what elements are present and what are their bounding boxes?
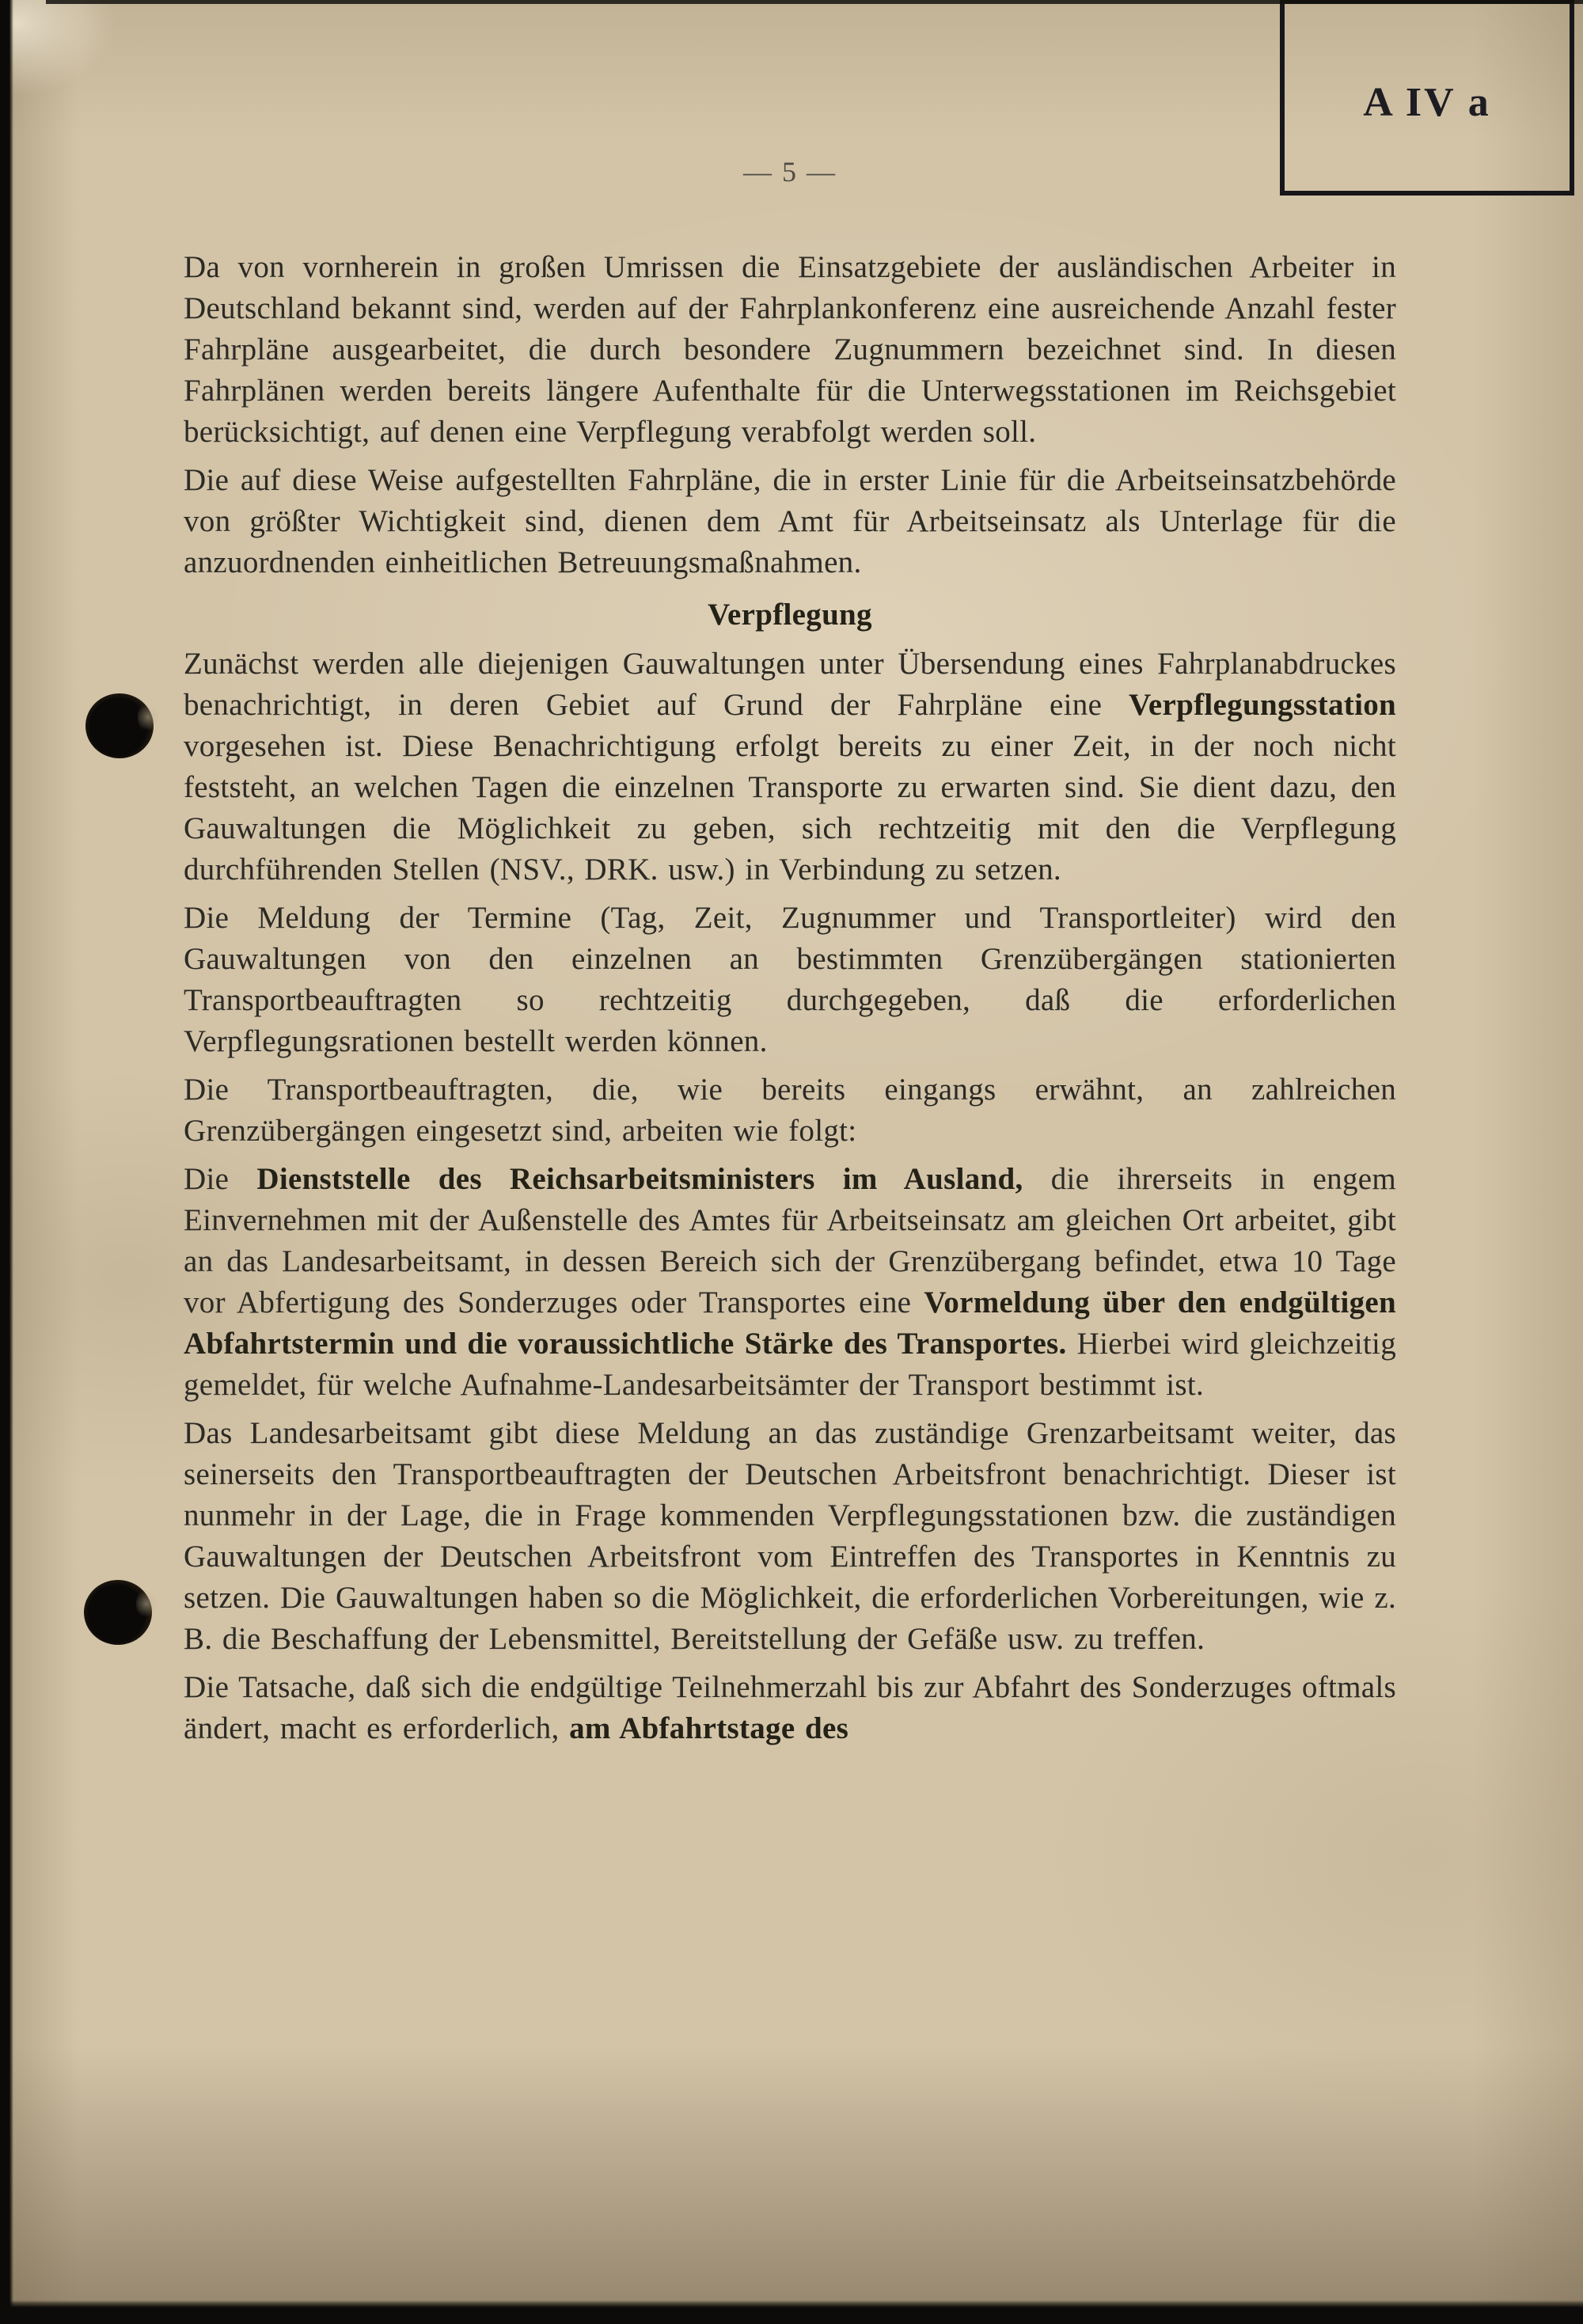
paragraph bbox=[184, 644, 1396, 890]
paragraph bbox=[184, 247, 1396, 453]
text-block bbox=[184, 247, 1396, 1749]
text-run: Die Meldung der Termine (Tag, Zeit, Zugnummer und Transportleiter) wird den Gauwaltungen von den einzelnen an bestimmten Grenzübergängen stationierten Transportbeauftragten so rechtzeitig durchgegeben, daß die erforderlichen Verpflegungsrationen bestellt werden können. bbox=[184, 901, 1396, 1058]
text-run: Die auf diese Weise aufgestellten Fahrpläne, die in erster Linie für die Arbeitseinsatzbehörde von größter Wichtigkeit sind, dienen dem Amt für Arbeitseinsatz als Unterlage für die anzuordnenden einheitlichen Betreuungsmaßnahmen. bbox=[184, 463, 1396, 579]
paragraph bbox=[184, 1069, 1396, 1152]
bold-text-run: Vormeldung über den endgültigen Abfahrtstermin und die voraussichtliche Stärke des Transportes. bbox=[184, 1285, 1396, 1361]
classification-box bbox=[1280, 0, 1574, 196]
paragraph bbox=[184, 1159, 1396, 1406]
text-run: die ihrerseits in engem Einvernehmen mit der Außenstelle des Amtes für Arbeitseinsatz am gleichen Ort arbeitet, gibt an das Landesarbeitsamt, in dessen Bereich sich der Grenzübergang befindet, etwa 10 Tage vor Abfertigung des Sonderzuges oder Transportes eine bbox=[184, 1162, 1397, 1320]
scan-edge-top bbox=[46, 0, 1583, 4]
paragraph bbox=[184, 460, 1396, 583]
page-number: — 5 — bbox=[743, 156, 837, 188]
paragraph bbox=[184, 1667, 1396, 1749]
text-run: Zunächst werden alle diejenigen Gauwaltungen unter Übersendung eines Fahrplanabdruckes benachrichtigt, in deren Gebiet auf Grund der Fahrpläne eine bbox=[184, 647, 1396, 722]
paragraph bbox=[184, 898, 1396, 1062]
text-run: Die Tatsache, daß sich die endgültige Teilnehmerzahl bis zur Abfahrt des Sonderzuges oftmals ändert, macht es erforderlich, bbox=[184, 1670, 1396, 1745]
bold-text-run: Dienststelle des Reichsarbeitsministers im Ausland, bbox=[256, 1162, 1023, 1196]
hole-punch-bottom bbox=[84, 1580, 152, 1645]
text-run: Die Transportbeauftragten, die, wie bereits eingangs erwähnt, an zahlreichen Grenzübergängen eingesetzt sind, arbeiten wie folgt: bbox=[184, 1073, 1396, 1148]
bold-text-run: Verpflegung bbox=[708, 598, 872, 632]
scan-edge-bottom bbox=[0, 2300, 1583, 2324]
hole-punch-top bbox=[85, 693, 154, 758]
text-run: Da von vornherein in großen Umrissen die Einsatzgebiete der ausländischen Arbeiter in Deutschland bekannt sind, werden auf der Fahrplankonferenz eine ausreichende Anzahl fester Fahrpläne ausgearbeitet, die durch besondere Zugnummern bezeichnet sind. In diesen Fahrplänen werden bereits längere Aufenthalte für die Unterwegsstationen im Reichsgebiet berücksichtigt, auf denen eine Verpflegung verabfolgt werden soll. bbox=[184, 250, 1396, 449]
text-run: Das Landesarbeitsamt gibt diese Meldung an das zuständige Grenzarbeitsamt weiter, das seinerseits den Transportbeauftragten der Deutschen Arbeitsfront benachrichtigt. Dieser ist nunmehr in der Lage, die in Frage kommenden Verpflegungsstationen bzw. die zuständigen Gauwaltungen der Deutschen Arbeitsfront vom Eintreffen des Transportes in Kenntnis zu setzen. Die Gauwaltungen haben so die Möglichkeit, die erforderlichen Vorbereitungen, wie z. B. die Beschaffung der Lebensmittel, Bereitstellung der Gefäße usw. zu treffen. bbox=[184, 1416, 1396, 1656]
paragraph bbox=[184, 1413, 1396, 1660]
text-run: Hierbei wird gleichzeitig gemeldet, für welche Aufnahme-Landesarbeitsämter der Transport bestimmt ist. bbox=[184, 1327, 1396, 1402]
classification-label: A IV a bbox=[1363, 79, 1491, 125]
text-run: Die bbox=[184, 1162, 257, 1196]
bold-text-run: Verpflegungsstation bbox=[1129, 688, 1396, 722]
bold-text-run: am Abfahrtstage des bbox=[569, 1711, 849, 1745]
section-heading bbox=[184, 594, 1396, 636]
scan-edge-left bbox=[0, 0, 13, 2324]
text-run: vorgesehen ist. Diese Benachrichtigung erfolgt bereits zu einer Zeit, in der noch nicht feststeht, an welchen Tagen die einzelnen Transporte zu erwarten sind. Sie dient dazu, den Gauwaltungen die Möglichkeit zu geben, sich rechtzeitig mit den die Verpflegung durchführenden Stellen (NSV., DRK. usw.) in Verbindung zu setzen. bbox=[184, 729, 1396, 887]
